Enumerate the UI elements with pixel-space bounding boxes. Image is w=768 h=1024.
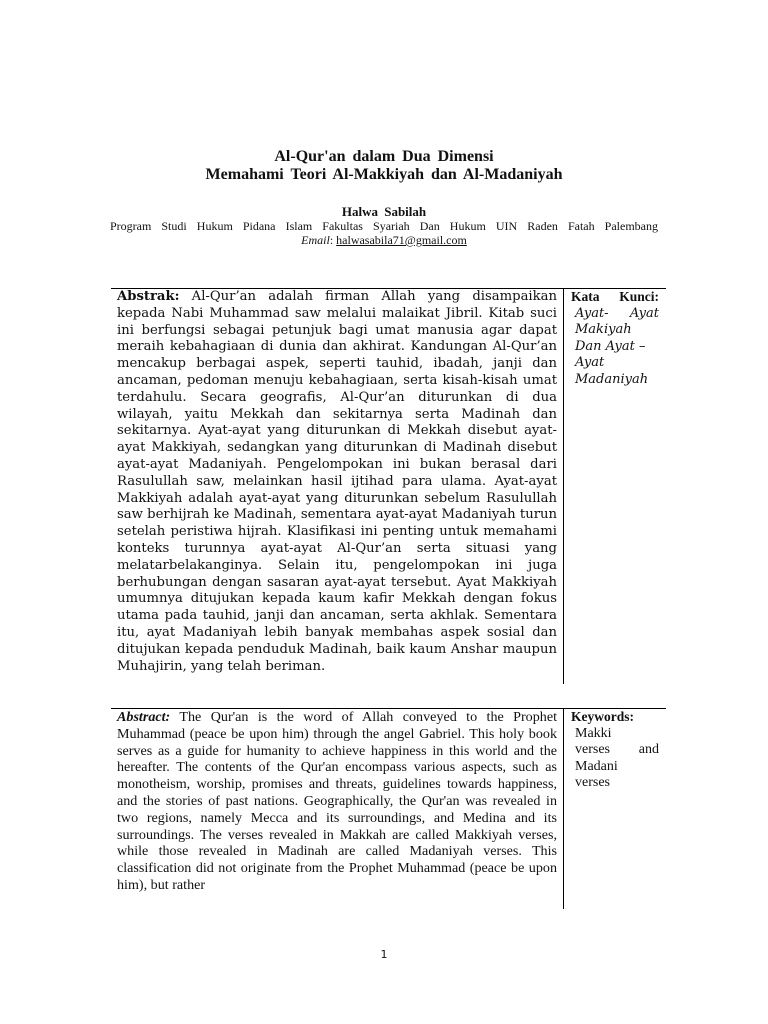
paper-title-line-2: Memahami Teori Al-Makkiyah dan Al-Madaniyah [205, 166, 563, 183]
keywords-en [571, 709, 659, 792]
paper-title-line-1: Al-Qur'an dalam Dua Dimensi [274, 148, 494, 165]
keyword-en-line: Makki [575, 725, 612, 741]
abstract-id-label: Abstrak: [117, 289, 180, 304]
abstract-en-body [117, 709, 557, 894]
keyword-en-line: Madani [575, 758, 618, 774]
keywords-en-label: Keywords: [571, 709, 634, 724]
author-name: Halwa Sabilah [341, 204, 427, 219]
abstract-en-text: The Qur'an is the word of Allah conveyed to the Prophet Muhammad (peace be upon him) through the angel Gabriel. This holy book serves as a guide for humanity to achieve happiness in this world and the hereafter. The contents of the Qur'an encompass various aspects, such as monotheism, worship, promises and threats, guidelines towards happiness, and the stories of past nations. Geographically, the Qur'an was revealed in two regions, namely Mecca and its surroundings, and Medina and its surroundings. The verses revealed in Makkah are called Makkiyah verses, while those revealed in Madinah are called Madaniyah verses. This classification did not originate from the Prophet Muhammad (peace be upon him), but rather [117, 709, 557, 893]
email-label: Email [301, 233, 330, 247]
abstract-english [111, 708, 666, 893]
abstract-en-label: Abstract: [117, 709, 171, 725]
keyword-en-line: verses [575, 775, 610, 791]
email-link[interactable]: halwasabila71@gmail.com [336, 233, 467, 247]
keyword-id-line: Ayat- Ayat [575, 305, 659, 321]
abstract-en-divider [563, 709, 564, 909]
keyword-en-line: verses and [575, 742, 659, 758]
page-number: 1 [380, 948, 388, 961]
email-separator: : [329, 233, 337, 247]
author-email-line [0, 233, 768, 247]
abstract-indonesian [111, 288, 666, 674]
abstract-id-text: Al-Qur’an adalah firman Allah yang disampaikan kepada Nabi Muhammad saw melalui malaikat Jibril. Kitab suci ini berfungsi sebagai petunjuk bagi umat manusia agar dapat meraih kebahagiaan di dunia dan akhirat. Kandungan Al-Qur’an mencakup berbagai aspek, seperti tauhid, ibadah, janji dan ancaman, pedoman menuju kebahagiaan, serta kisah-kisah umat terdahulu. Secara geografis, Al-Qur’an diturunkan di dua wilayah, yaitu Mekkah dan sekitarnya serta Madinah dan sekitarnya. Ayat-ayat yang diturunkan di Mekkah disebut ayat-ayat Makkiyah, sedangkan yang diturunkan di Madinah disebut ayat-ayat Madaniyah. Pengelompokan ini bukan berasal dari Rasulullah saw, melainkan hasil ijtihad para ulama. Ayat-ayat Makkiyah adalah ayat-ayat yang diturunkan sebelum Rasulullah saw berhijrah ke Madinah, sementara ayat-ayat Madaniyah turun setelah peristiwa hijrah. Klasifikasi ini penting untuk memahami konteks turunnya ayat-ayat Al-Qur’an serta situasi yang melatarbelakanginya. Selain itu, pengelompokan ini juga berhubungan dengan sasaran ayat-ayat tersebut. Ayat Makkiyah umumnya ditujukan kepada kaum kafir Mekkah dengan fokus utama pada tauhid, janji dan ancaman, serta akhlak. Sementara itu, ayat Madaniyah lebih banyak membahas aspek sosial dan ditujukan kepada penduduk Madinah, baik kaum Anshar maupun Muhajirin, yang telah beriman. [117, 289, 557, 674]
keywords-en-list [571, 726, 659, 792]
keyword-id-line: Ayat [575, 355, 605, 371]
keyword-id-line: Makiyah [575, 322, 632, 338]
keywords-id-label: Kata Kunci: [571, 289, 659, 304]
abstract-id-body [117, 289, 557, 675]
keyword-id-line: Dan Ayat – [575, 338, 646, 354]
keywords-id [571, 289, 659, 389]
keywords-id-list [571, 306, 659, 389]
keyword-id-line: Madaniyah [575, 371, 649, 387]
author-affiliation: Program Studi Hukum Pidana Islam Fakultas Syariah Dan Hukum UIN Raden Fatah Palembang [110, 219, 658, 233]
abstract-id-divider [563, 289, 564, 684]
